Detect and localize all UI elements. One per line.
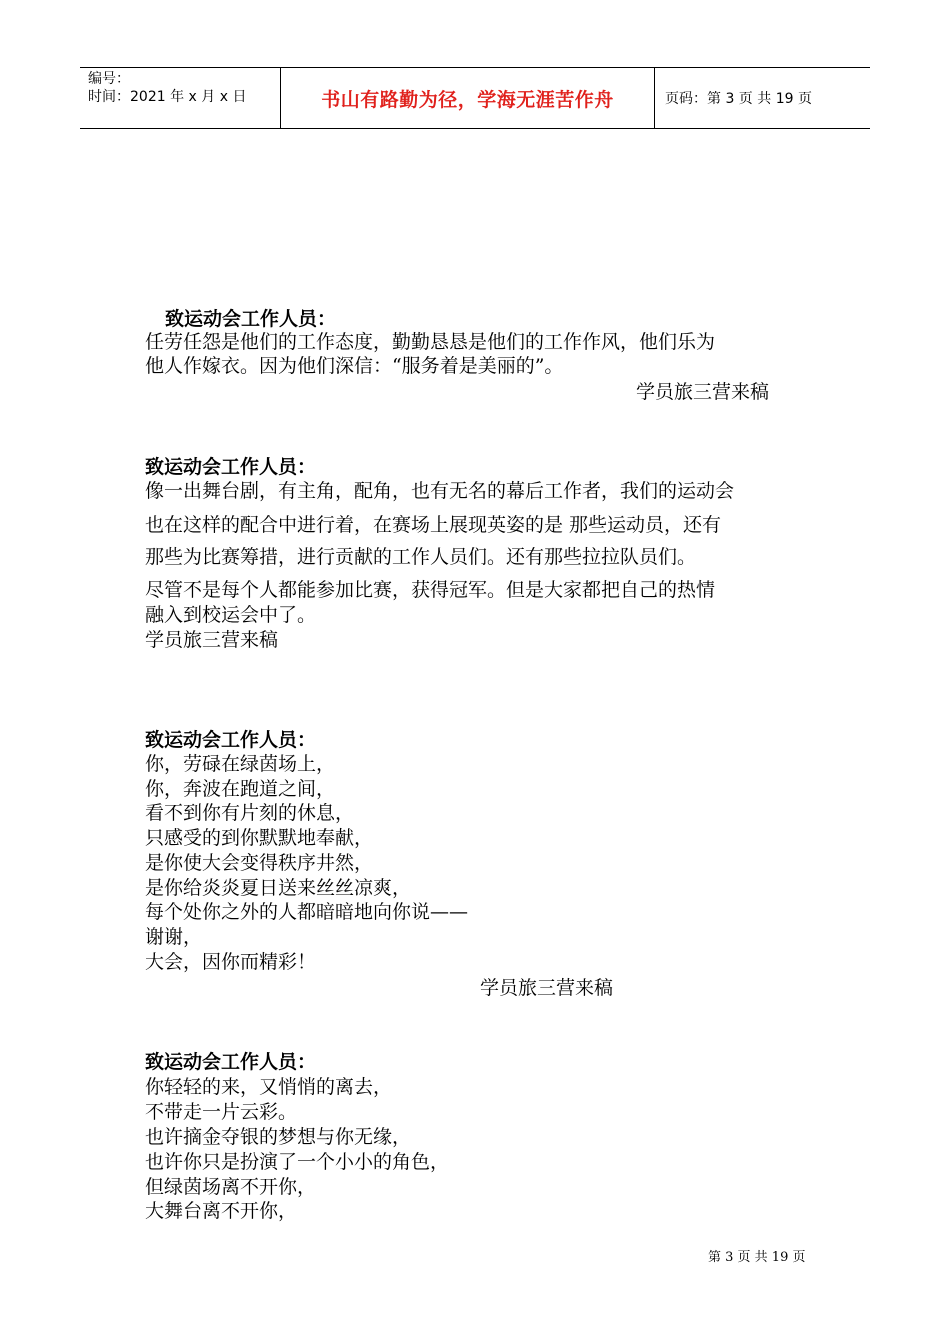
poem-line: 是你使大会变得秩序井然， (145, 852, 374, 874)
poem-line: 你轻轻的来，又悄悄的离去， (145, 1076, 393, 1098)
body-line: 他人作嫁衣。因为他们深信：“服务着是美丽的”。 (145, 355, 564, 377)
body-line: 任劳任怨是他们的工作态度，勤勤恳恳是他们的工作作风，他们乐为 (145, 331, 716, 353)
body-line: 也在这样的配合中进行着，在赛场上展现英姿的是 那些运动员，还有 (145, 514, 722, 536)
header-page-info: 页码：第 3 页 共 19 页 (665, 91, 812, 107)
header-meta (80, 68, 281, 128)
body-line: 那些为比赛筹措，进行贡献的工作人员们。还有那些拉拉队员们。 (145, 546, 697, 568)
poem-line: 看不到你有片刻的休息， (145, 802, 355, 824)
body-line: 像一出舞台剧，有主角，配角，也有无名的幕后工作者，我们的运动会 (145, 480, 735, 502)
signature: 学员旅三营来稿 (480, 977, 614, 999)
header-motto-cell (281, 68, 655, 128)
poem-line: 也许摘金夺银的梦想与你无缘， (145, 1126, 412, 1148)
poem-line: 大舞台离不开你， (145, 1200, 298, 1222)
poem-line: 你，奔波在跑道之间， (145, 778, 336, 800)
body-line: 尽管不是每个人都能参加比赛，获得冠军。但是大家都把自己的热情 (145, 579, 716, 601)
header-page-info-cell (655, 68, 870, 128)
page-header (80, 67, 870, 129)
poem-line: 是你给炎炎夏日送来丝丝凉爽， (145, 877, 412, 899)
section-title: 致运动会工作人员： (145, 1051, 317, 1073)
section-title: 致运动会工作人员： (145, 729, 317, 751)
poem-line: 每个处你之外的人都暗暗地向你说—— (145, 901, 469, 923)
poem-line: 你，劳碌在绿茵场上， (145, 753, 336, 775)
section-title: 致运动会工作人员： (165, 308, 337, 330)
signature: 学员旅三营来稿 (145, 629, 279, 651)
signature: 学员旅三营来稿 (636, 381, 770, 403)
header-number: 编号： (88, 71, 130, 87)
header-time: 时间：2021 年 x 月 x 日 (88, 89, 247, 105)
header-motto: 书山有路勤为径，学海无涯苦作舟 (321, 88, 614, 111)
body-line: 融入到校运会中了。 (145, 604, 317, 626)
section-title: 致运动会工作人员： (145, 456, 317, 478)
poem-line: 大会，因你而精彩！ (145, 951, 317, 973)
page-footer: 第 3 页 共 19 页 (708, 1250, 806, 1265)
poem-line: 不带走一片云彩。 (145, 1101, 298, 1123)
poem-line: 也许你只是扮演了一个小小的角色， (145, 1151, 450, 1173)
poem-line: 但绿茵场离不开你， (145, 1176, 317, 1198)
poem-line: 只感受的到你默默地奉献， (145, 827, 374, 849)
poem-line: 谢谢， (145, 926, 203, 948)
